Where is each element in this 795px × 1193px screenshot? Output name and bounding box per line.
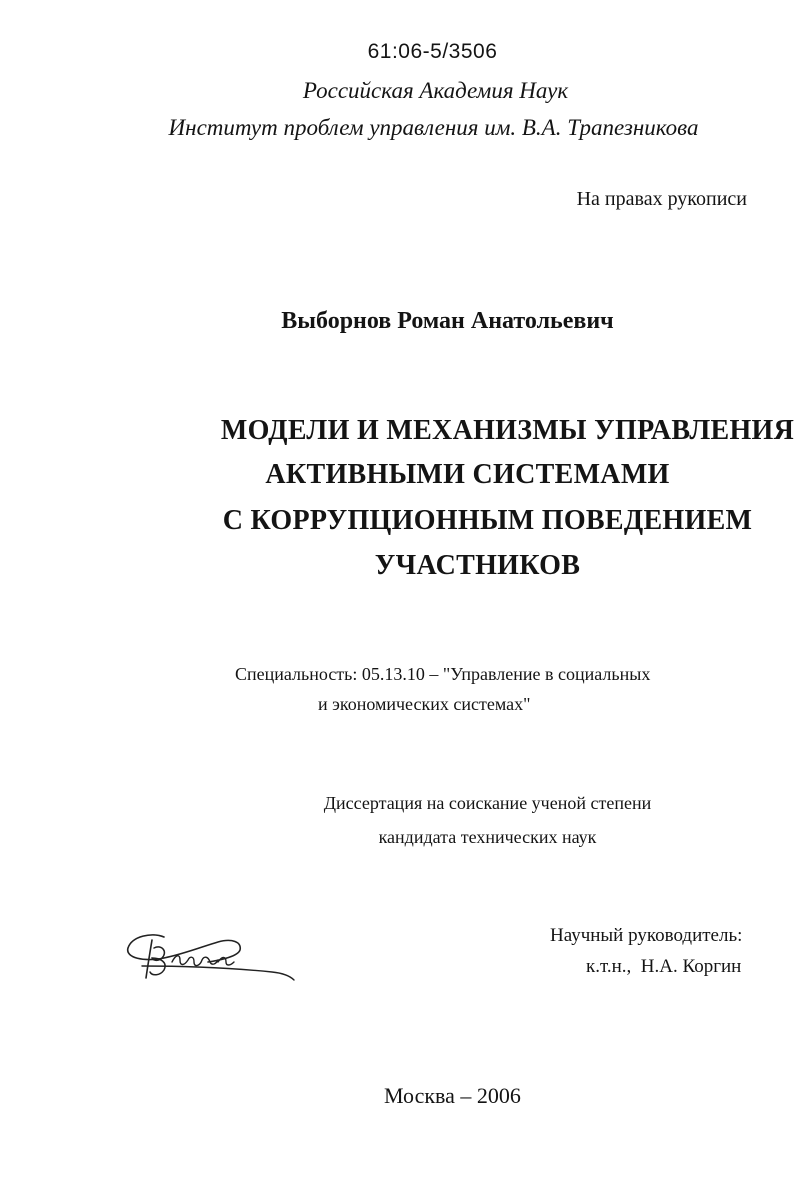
catalog-code: 61:06-5/3506	[367, 40, 498, 63]
dissertation-line-2: кандидата технических наук	[378, 827, 597, 847]
city-year: Москва – 2006	[384, 1083, 521, 1108]
specialty-line-2: и экономических системах"	[318, 694, 531, 714]
title-line-4: УЧАСТНИКОВ	[374, 550, 581, 581]
academy-name: Российская Академия Наук	[302, 78, 569, 103]
signature-image	[122, 922, 302, 992]
institute-name: Институт проблем управления им. В.А. Трапезникова	[168, 115, 699, 140]
title-line-1: МОДЕЛИ И МЕХАНИЗМЫ УПРАВЛЕНИЯ	[220, 415, 795, 446]
author-name: Выборнов Роман Анатольевич	[281, 308, 614, 334]
supervisor-label: Научный руководитель:	[550, 925, 743, 946]
title-line-3: С КОРРУПЦИОННЫМ ПОВЕДЕНИЕМ	[222, 505, 753, 536]
title-line-2: АКТИВНЫМИ СИСТЕМАМИ	[265, 459, 670, 490]
specialty-line-1: Специальность: 05.13.10 – "Управление в социальных	[235, 664, 651, 684]
supervisor-name: к.т.н., Н.А. Коргин	[586, 956, 742, 977]
signature-icon	[122, 922, 302, 992]
rights-note: На правах рукописи	[576, 188, 747, 210]
dissertation-line-1: Диссертация на соискание ученой степени	[323, 793, 652, 813]
